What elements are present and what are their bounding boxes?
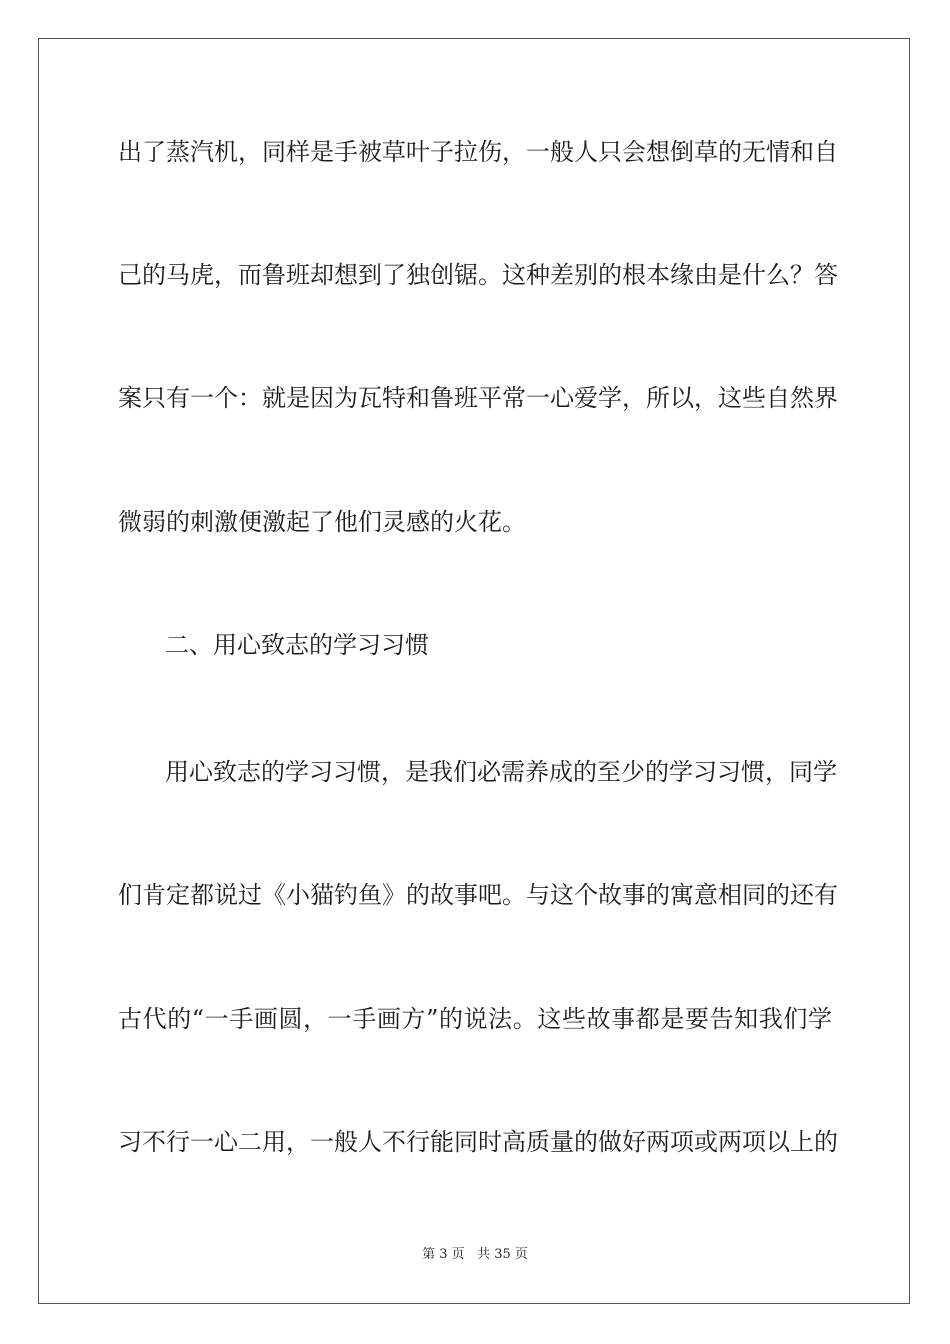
body-text-line: 微弱的刺激便激起了他们灵感的火花。 — [118, 508, 526, 536]
body-text-line: 案只有一个：就是因为瓦特和鲁班平常一心爱学，所以，这些自然界 — [118, 384, 838, 412]
page-number: 第 3 页 — [422, 1247, 465, 1262]
page-total: 共 35 页 — [477, 1247, 528, 1262]
page-footer — [0, 1247, 950, 1263]
body-text-line: 出了蒸汽机，同样是手被草叶子拉伤，一般人只会想倒草的无情和自 — [118, 138, 838, 166]
body-text-line: 们肯定都说过《小猫钓鱼》的故事吧。与这个故事的寓意相同的还有 — [118, 881, 838, 909]
body-text-line: 习不行一心二用，一般人不行能同时高质量的做好两项或两项以上的 — [118, 1128, 838, 1156]
section-heading: 二、用心致志的学习习惯 — [165, 631, 429, 659]
page-border — [38, 38, 910, 1304]
paragraph-first-line: 用心致志的学习习惯，是我们必需养成的至少的学习习惯，同学 — [165, 758, 837, 786]
body-text-line: 古代的“一手画圆，一手画方”的说法。这些故事都是要告知我们学 — [118, 1005, 832, 1033]
body-text-line: 己的马虎，而鲁班却想到了独创锯。这种差别的根本缘由是什么？答 — [118, 261, 838, 289]
